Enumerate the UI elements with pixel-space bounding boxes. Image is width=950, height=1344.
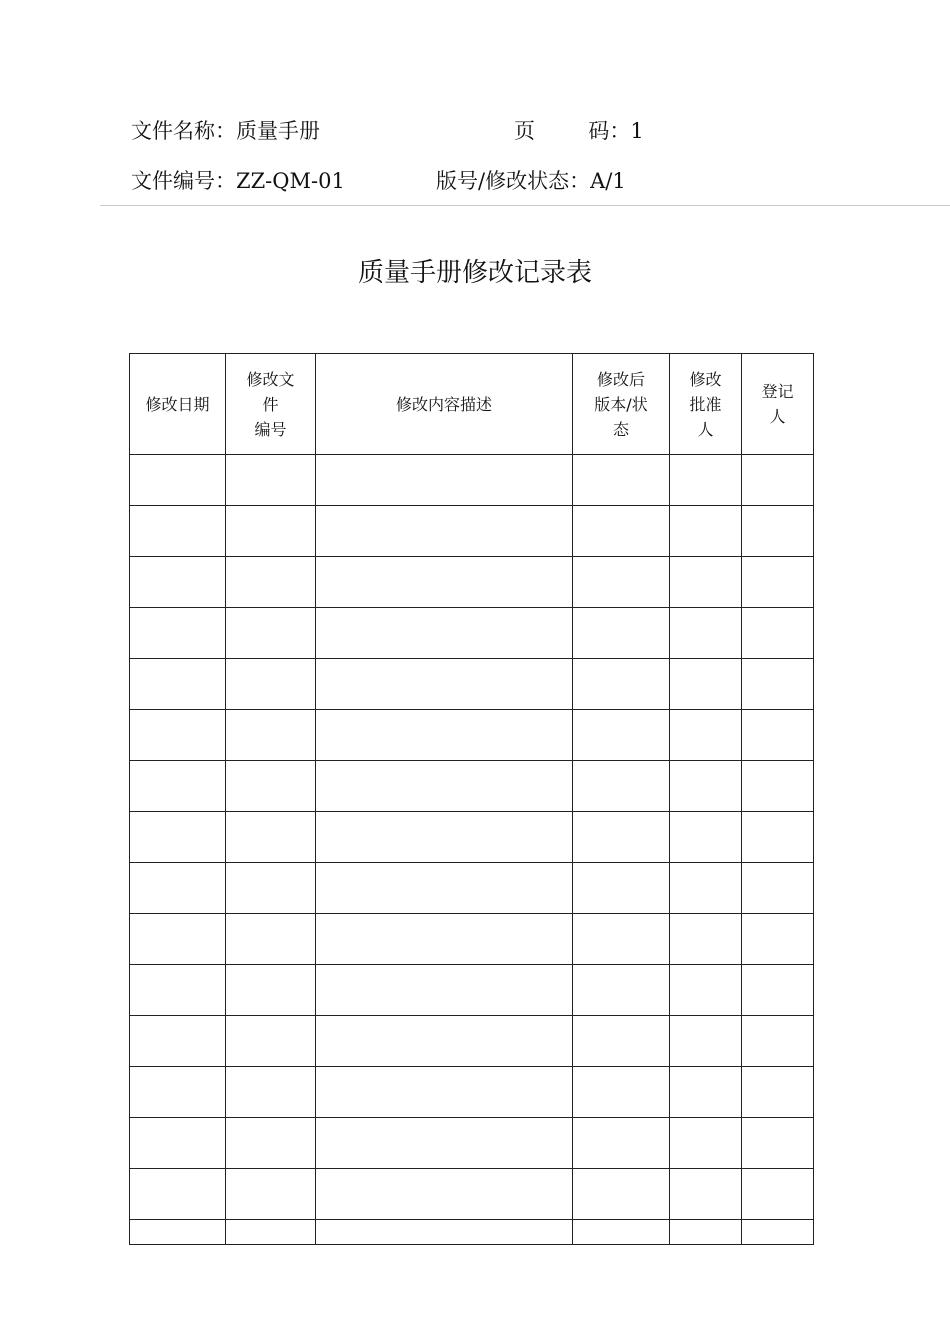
cell-revision-description[interactable] [316,506,573,557]
cell-registrar[interactable] [742,1220,814,1245]
col-header-revision-approver: 修改 批准 人 [670,354,742,455]
cell-revision-description[interactable] [316,965,573,1016]
table-row [130,1118,814,1169]
cell-revision-approver[interactable] [670,761,742,812]
cell-registrar[interactable] [742,1016,814,1067]
cell-revised-version-status[interactable] [573,455,670,506]
table-row [130,1169,814,1220]
page-number-value: 1 [630,119,644,143]
cell-revision-approver[interactable] [670,1067,742,1118]
table-row [130,557,814,608]
document-title: 质量手册修改记录表 [357,258,592,288]
cell-revision-date[interactable] [130,659,226,710]
cell-revision-date[interactable] [130,1067,226,1118]
cell-revised-version-status[interactable] [573,506,670,557]
table-row [130,710,814,761]
cell-revision-approver[interactable] [670,812,742,863]
cell-revised-file-number[interactable] [226,557,316,608]
file-name-value: 质量手册 [236,119,320,143]
cell-revision-description[interactable] [316,1016,573,1067]
cell-revised-file-number[interactable] [226,965,316,1016]
cell-revision-approver[interactable] [670,506,742,557]
cell-registrar[interactable] [742,1118,814,1169]
cell-revision-description[interactable] [316,812,573,863]
cell-revision-date[interactable] [130,1169,226,1220]
col-header-revision-date: 修改日期 [130,354,226,455]
table-row [130,506,814,557]
cell-revised-file-number[interactable] [226,608,316,659]
cell-revision-approver[interactable] [670,455,742,506]
cell-revision-description[interactable] [316,1118,573,1169]
cell-revision-date[interactable] [130,557,226,608]
cell-registrar[interactable] [742,965,814,1016]
cell-revised-file-number[interactable] [226,1067,316,1118]
cell-registrar[interactable] [742,608,814,659]
cell-revision-approver[interactable] [670,608,742,659]
col-header-revision-description: 修改内容描述 [316,354,573,455]
cell-revised-file-number[interactable] [226,455,316,506]
cell-revision-approver[interactable] [670,710,742,761]
cell-revision-description[interactable] [316,659,573,710]
table-row [130,608,814,659]
cell-revision-date[interactable] [130,965,226,1016]
cell-registrar[interactable] [742,557,814,608]
cell-revised-version-status[interactable] [573,863,670,914]
cell-revision-date[interactable] [130,1118,226,1169]
version-status-line [436,167,626,195]
cell-revised-file-number[interactable] [226,659,316,710]
page-number-label: 页 码： [514,119,631,143]
cell-registrar[interactable] [742,812,814,863]
col-header-revised-version-status: 修改后 版本/状 态 [573,354,670,455]
cell-registrar[interactable] [742,1067,814,1118]
cell-revision-approver[interactable] [670,965,742,1016]
cell-registrar[interactable] [742,710,814,761]
cell-revised-version-status[interactable] [573,812,670,863]
header-divider [100,205,950,206]
cell-revision-date[interactable] [130,506,226,557]
cell-revision-date[interactable] [130,914,226,965]
cell-revised-version-status[interactable] [573,1118,670,1169]
cell-revision-approver[interactable] [670,1220,742,1245]
cell-revised-version-status[interactable] [573,1169,670,1220]
table-row [130,914,814,965]
cell-revised-version-status[interactable] [573,608,670,659]
cell-registrar[interactable] [742,1169,814,1220]
cell-revision-approver[interactable] [670,863,742,914]
cell-registrar[interactable] [742,455,814,506]
cell-revision-description[interactable] [316,1220,573,1245]
cell-revision-description[interactable] [316,455,573,506]
cell-revised-version-status[interactable] [573,965,670,1016]
cell-revised-version-status[interactable] [573,1016,670,1067]
cell-revision-approver[interactable] [670,914,742,965]
cell-registrar[interactable] [742,506,814,557]
cell-revision-date[interactable] [130,1220,226,1245]
cell-revision-approver[interactable] [670,557,742,608]
cell-revised-version-status[interactable] [573,1220,670,1245]
version-status-value: A/1 [590,169,626,193]
cell-revised-file-number[interactable] [226,761,316,812]
cell-revision-description[interactable] [316,863,573,914]
file-number-value: ZZ-QM-01 [236,169,345,193]
cell-revised-version-status[interactable] [573,761,670,812]
cell-revised-version-status[interactable] [573,914,670,965]
cell-revision-date[interactable] [130,812,226,863]
col-header-revised-file-number: 修改文 件 编号 [226,354,316,455]
table-header-row [130,354,814,455]
cell-revision-description[interactable] [316,557,573,608]
table-row [130,1220,814,1245]
cell-revision-approver[interactable] [670,659,742,710]
cell-revised-file-number[interactable] [226,506,316,557]
cell-registrar[interactable] [742,761,814,812]
cell-revised-file-number[interactable] [226,1016,316,1067]
cell-revision-approver[interactable] [670,1169,742,1220]
cell-revision-description[interactable] [316,914,573,965]
file-number-label: 文件编号： [131,169,236,193]
cell-revised-file-number[interactable] [226,1118,316,1169]
cell-revised-file-number[interactable] [226,863,316,914]
cell-revision-description[interactable] [316,761,573,812]
version-status-label: 版号/修改状态： [436,169,591,193]
cell-revision-date[interactable] [130,710,226,761]
table-body [130,455,814,1245]
cell-registrar[interactable] [742,863,814,914]
cell-revised-version-status[interactable] [573,1067,670,1118]
cell-revised-file-number[interactable] [226,1220,316,1245]
cell-revised-version-status[interactable] [573,710,670,761]
page-number-line [514,117,644,145]
file-number-line [131,167,345,195]
cell-revision-description[interactable] [316,1169,573,1220]
cell-revision-description[interactable] [316,1067,573,1118]
cell-revision-date[interactable] [130,608,226,659]
table-row [130,863,814,914]
cell-revised-file-number[interactable] [226,1169,316,1220]
cell-revised-version-status[interactable] [573,557,670,608]
cell-revised-file-number[interactable] [226,914,316,965]
table-row [130,659,814,710]
table-row [130,761,814,812]
table-row [130,1067,814,1118]
table-row [130,455,814,506]
cell-revision-date[interactable] [130,761,226,812]
revision-record-table [129,353,814,1245]
cell-revision-approver[interactable] [670,1016,742,1067]
file-name-line [131,117,320,145]
cell-revision-approver[interactable] [670,1118,742,1169]
file-name-label: 文件名称： [131,119,236,143]
table-row [130,965,814,1016]
col-header-registrar: 登记 人 [742,354,814,455]
cell-revision-description[interactable] [316,710,573,761]
cell-revision-date[interactable] [130,455,226,506]
cell-revision-date[interactable] [130,1016,226,1067]
cell-revision-date[interactable] [130,863,226,914]
cell-revised-version-status[interactable] [573,659,670,710]
cell-revised-file-number[interactable] [226,812,316,863]
table-row [130,1016,814,1067]
cell-registrar[interactable] [742,659,814,710]
cell-revision-description[interactable] [316,608,573,659]
table-row [130,812,814,863]
cell-revised-file-number[interactable] [226,710,316,761]
cell-registrar[interactable] [742,914,814,965]
